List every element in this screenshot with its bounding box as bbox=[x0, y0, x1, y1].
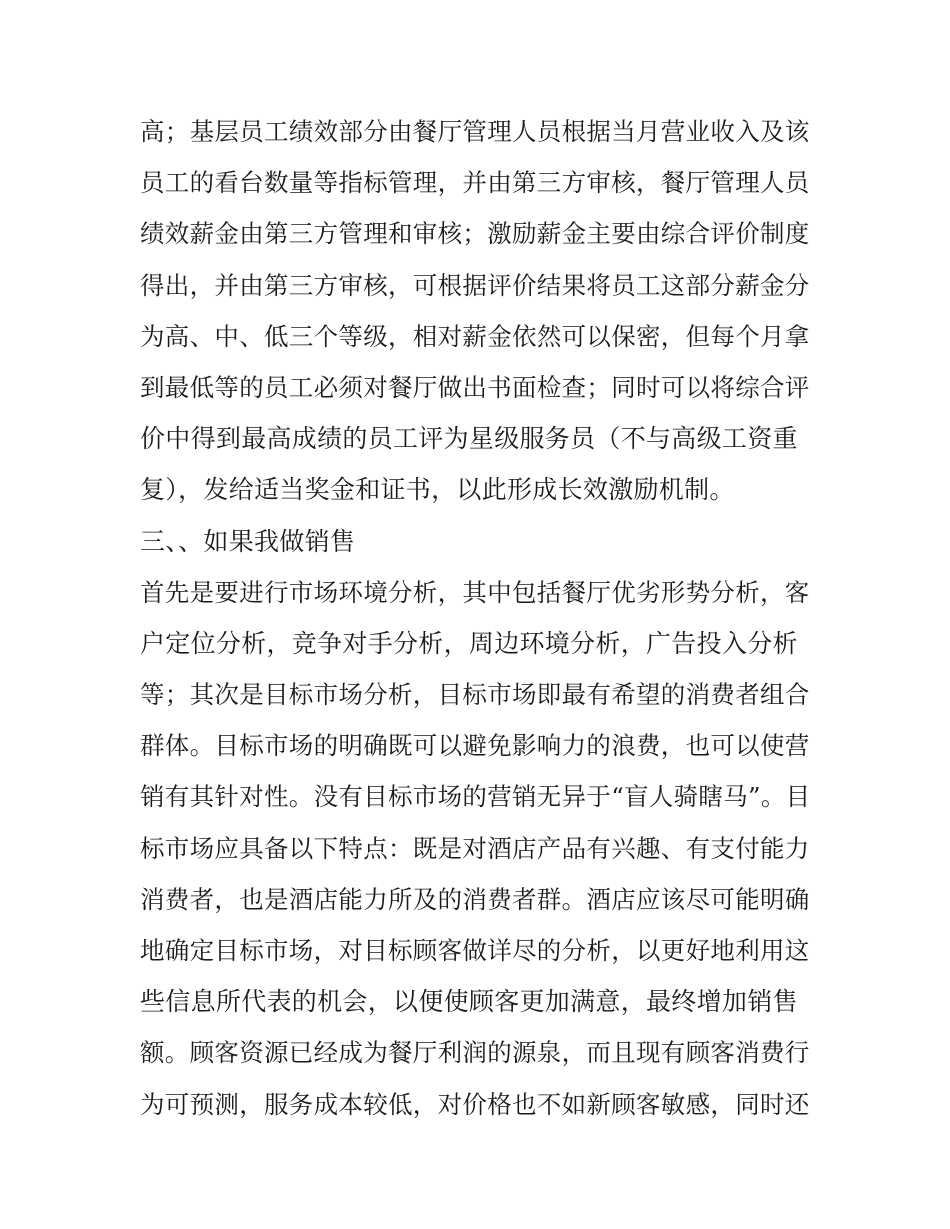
text-line: 复），发给适当奖金和证书，以此形成长效激励机制。 bbox=[140, 475, 735, 505]
text-line: 首先是要进行市场环境分析，其中包括餐厅优劣形势分析，客 bbox=[140, 577, 810, 607]
text-line: 些信息所代表的机会，以便使顾客更加满意，最终增加销售 bbox=[140, 987, 798, 1017]
section-heading: 三、、如果我做销售 bbox=[140, 526, 356, 556]
text-line: 消费者，也是酒店能力所及的消费者群。酒店应该尽可能明确 bbox=[140, 884, 810, 914]
body-text bbox=[140, 106, 820, 1130]
text-line: 等；其次是目标市场分析，目标市场即最有希望的消费者组合 bbox=[140, 680, 810, 710]
text-line: 销有其针对性。没有目标市场的营销无异于“盲人骑瞎马”。目 bbox=[140, 782, 811, 812]
text-line: 群体。目标市场的明确既可以避免影响力的浪费，也可以使营 bbox=[140, 731, 810, 761]
text-line: 为可预测，服务成本较低，对价格也不如新顾客敏感，同时还 bbox=[140, 1089, 810, 1119]
text-line: 员工的看台数量等指标管理，并由第三方审核，餐厅管理人员 bbox=[140, 168, 810, 198]
text-line: 地确定目标市场，对目标顾客做详尽的分析，以更好地利用这 bbox=[140, 936, 810, 965]
text-line: 高；基层员工绩效部分由餐厅管理人员根据当月营业收入及该 bbox=[140, 117, 810, 146]
text-line: 得出，并由第三方审核，可根据评价结果将员工这部分薪金分 bbox=[140, 270, 810, 300]
text-line: 为高、中、低三个等级，相对薪金依然可以保密，但每个月拿 bbox=[140, 321, 810, 351]
text-line: 额。顾客资源已经成为餐厅利润的源泉，而且现有顾客消费行 bbox=[140, 1038, 810, 1068]
text-line: 绩效薪金由第三方管理和审核；激励薪金主要由综合评价制度 bbox=[140, 219, 810, 249]
text-line: 标市场应具备以下特点：既是对酒店产品有兴趣、有支付能力 bbox=[140, 833, 810, 863]
text-line: 价中得到最高成绩的员工评为星级服务员（不与高级工资重 bbox=[140, 424, 798, 454]
text-line: 到最低等的员工必须对餐厅做出书面检查；同时可以将综合评 bbox=[140, 372, 810, 402]
text-line: 户定位分析，竞争对手分析，周边环境分析，广告投入分析 bbox=[140, 628, 798, 658]
